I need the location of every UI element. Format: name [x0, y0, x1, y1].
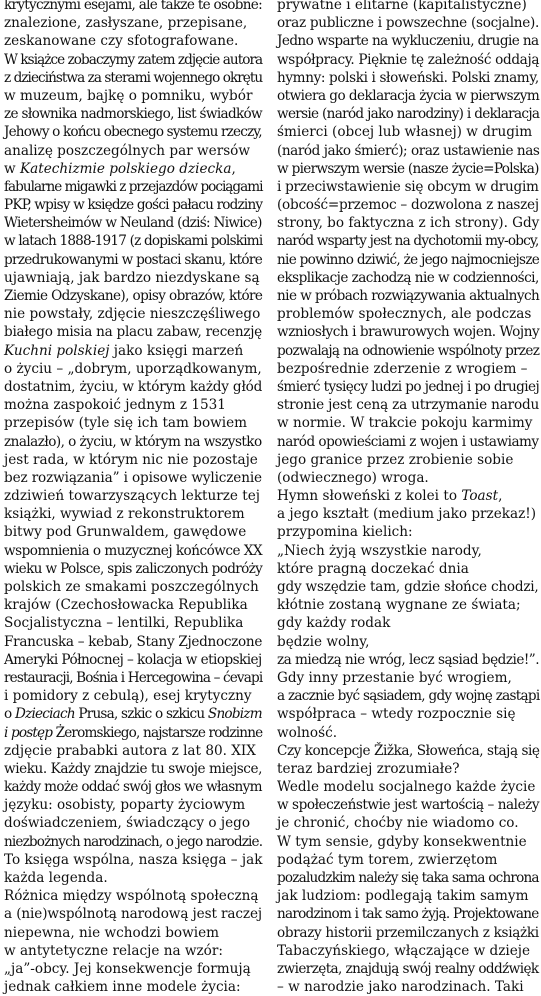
body-text: Czy koncepcje Žižka, Słoweńca, stają się [277, 742, 540, 759]
body-text: eksplikacje zachodzą nie w codzienności, [277, 269, 539, 286]
body-text: (odwiecznego) wroga. [277, 469, 429, 486]
body-text: jak ludziom: podlegają takim samym [277, 888, 529, 905]
right-column-line [277, 924, 539, 942]
body-text: jednak całkiem inne modele życia: [4, 979, 241, 996]
body-text: a (nie)wspólnotą narodową jest raczej [4, 906, 263, 923]
body-text: jako księgi marzeń [109, 342, 244, 359]
italic-title-text: Katechizmie polskiego dziecka [19, 160, 232, 177]
body-text: Francuska – kebab, Stany Zjednoczone [4, 633, 263, 650]
body-text: białego misia na placu zabaw, recenzję [4, 324, 262, 341]
left-column-line [4, 560, 262, 578]
body-text: bitwy pod Grunwaldem, gawędowe [4, 524, 247, 541]
left-column-line [4, 178, 262, 196]
right-column-line [277, 742, 539, 760]
left-column-line [4, 924, 262, 942]
body-text: – w narodzie jako narodzinach. Taki [277, 979, 524, 996]
right-column-line [277, 905, 539, 923]
body-text: je chronić, choćby nie wiadomo co. [277, 815, 519, 832]
body-text: Ziemie Odzyskane), opisy obrazów, które [4, 288, 263, 304]
body-text: fabularne migawki z przejazdów pociągami [4, 178, 263, 195]
body-text: zdziwień towarzyszących lekturze tej [4, 488, 261, 505]
text-column-right [277, 0, 539, 996]
body-text: jego granice przez zrobienie sobie [277, 451, 514, 468]
body-text: będzie wolny, [277, 633, 370, 650]
body-text: a zacznie być sąsiadem, gdy wojnę zastąpi [277, 688, 540, 705]
right-column-line [277, 123, 539, 141]
body-text: z dzieciństwa za sterami wojennego okrętu [4, 69, 263, 86]
left-column-line [4, 614, 262, 632]
left-column-line [4, 669, 262, 687]
left-column-line [4, 523, 262, 541]
body-text: Tabaczyńskiego, włączające w dzieje [277, 942, 531, 959]
left-column-line [4, 323, 262, 341]
body-text: doświadczeniem, świadczący o jego [4, 815, 251, 832]
right-column-line [277, 196, 539, 214]
body-text: bez rozwiązania” i opisowe wyliczenie [4, 469, 262, 486]
body-text: Różnica między wspólnotą społeczną [4, 888, 259, 905]
left-column-line [4, 232, 262, 250]
body-text: bezpośrednie zderzenie z wrogiem – [277, 360, 528, 377]
right-column-line [277, 669, 539, 687]
left-column-line [4, 833, 262, 851]
right-column-line [277, 705, 539, 723]
body-text: wieku w Polsce, spis zaliczonych podróży [4, 560, 263, 577]
left-column-line [4, 433, 262, 451]
right-column-line [277, 814, 539, 832]
left-column-line [4, 978, 262, 996]
body-text: przypomina kielich: [277, 524, 413, 541]
left-column-line [4, 196, 262, 214]
right-column-line [277, 960, 539, 978]
body-text: Żeromskiego, najstarsze rodzinne [52, 724, 263, 741]
right-column-line [277, 14, 539, 32]
right-column-line [277, 451, 539, 469]
left-column-line [4, 687, 262, 705]
left-column-line [4, 214, 262, 232]
left-column-line [4, 469, 262, 487]
left-column-line [4, 942, 262, 960]
left-column-line [4, 578, 262, 596]
body-text: strony, bo faktyczna z ich strony). Gdy [277, 215, 540, 232]
body-text: które pragną doczekać dnia [277, 560, 469, 577]
left-column-line [4, 69, 262, 87]
body-text: zwierzęta, znajdują swój realny oddźwięk [277, 960, 539, 977]
body-text: Wietersheimów w Neuland (dziś: Niwice) [4, 215, 262, 232]
body-text: kłótnie zostaną wygnane ze świata; [277, 597, 521, 614]
body-text: nie powinno dziwić, że jego najmocniejsze [277, 251, 540, 268]
left-column-line [4, 487, 262, 505]
body-text: obrazy historii przemilczanych z książki [277, 924, 539, 941]
right-column-line [277, 469, 539, 487]
body-text: i przeciwstawienie się obcym w drugim [277, 178, 539, 195]
left-column-line [4, 287, 262, 305]
left-column-line [4, 742, 262, 760]
left-column-line [4, 705, 262, 723]
body-text: pozaludzkim należy się taka sama ochrona [277, 870, 539, 886]
body-text: podążać tym torem, zwierzętom [277, 851, 498, 868]
body-text: i pomidory z cebulą), esej krytyczny [4, 688, 252, 705]
left-column-line [4, 451, 262, 469]
right-column-line [277, 760, 539, 778]
right-column-line [277, 978, 539, 996]
right-column-line [277, 724, 539, 742]
right-column-line [277, 105, 539, 123]
left-column-line [4, 760, 262, 778]
body-text: PKP, wpisy w księdze gości pałacu rodziny [4, 197, 263, 214]
right-column-line [277, 305, 539, 323]
left-column-line [4, 778, 262, 796]
body-text: Prusa, szkic o szkicu [74, 706, 208, 723]
body-text: wolność. [277, 724, 338, 741]
body-text: za miedzą nie wróg, lecz sąsiad będzie!”. [277, 651, 540, 668]
body-text: , [498, 488, 503, 505]
body-text: W książce zobaczymy zatem zdjęcie autora [4, 51, 263, 68]
right-column-line [277, 596, 539, 614]
right-column-line [277, 360, 539, 378]
right-column-line [277, 487, 539, 505]
body-text: w społeczeństwie jest wartością – należy [277, 797, 540, 814]
left-column-line [4, 123, 262, 141]
body-text: Gdy inny przestanie być wrogiem, [277, 669, 512, 686]
right-column-line [277, 796, 539, 814]
left-column-line [4, 305, 262, 323]
left-column-line [4, 360, 262, 378]
left-column-line [4, 505, 262, 523]
italic-title-text: Snobizm [207, 706, 262, 723]
body-text: problemów społecznych, ale podczas [277, 306, 532, 323]
body-text: Ameryki Północnej – kolacja w etiopskiej [4, 651, 262, 668]
right-column-line [277, 396, 539, 414]
body-text: można zaspokoić jednym z 1531 [4, 397, 226, 414]
body-text: krytycznymi esejami, ale także te osobne: [4, 0, 263, 13]
right-column-line [277, 833, 539, 851]
body-text: hymny: polski i słoweński. Polski znamy, [277, 69, 539, 86]
right-column-line [277, 433, 539, 451]
body-text: gdy wszędzie tam, gdzie słońce chodzi, [277, 579, 539, 595]
body-text: niepewna, nie wchodzi bowiem [4, 924, 220, 941]
body-text: śmierć tysięcy ludzi po jednej i po drugiej [277, 378, 540, 395]
left-column-line [4, 87, 262, 105]
left-column-line [4, 32, 262, 50]
body-text: ze słownika nadmorskiego, list świadków [4, 106, 263, 123]
body-text: każdy może oddać swój głos we własnym [4, 779, 262, 796]
body-text: wieku. Każdy znajdzie tu swoje miejsce, [4, 760, 262, 777]
right-column-line [277, 414, 539, 432]
body-text: prywatne i elitarne (kapitalistyczne) [277, 0, 527, 13]
left-column-line [4, 251, 262, 269]
body-text: książki, wywiad z rekonstruktorem [4, 506, 245, 523]
body-text: krajów (Czechosłowacka Republika [4, 597, 248, 614]
body-text: wersie (naród jako narodziny) i deklaracja [277, 106, 540, 123]
left-column-line [4, 814, 262, 832]
right-column-line [277, 160, 539, 178]
body-text: przepisów (tyle się ich tam bowiem [4, 415, 248, 432]
body-text: , [231, 160, 236, 177]
body-text: gdy każdy rodak [277, 615, 391, 632]
right-column-line [277, 0, 539, 14]
body-text: jest rada, w którym nic nie pozostaje [4, 451, 258, 468]
left-column-line [4, 851, 262, 869]
left-column-line [4, 633, 262, 651]
body-text: pozwalają na odnowienie wspólnoty przez [277, 342, 540, 359]
body-text: o [4, 706, 15, 723]
right-column-line [277, 687, 539, 705]
body-text: restauracji, Bośnia i Hercegowina – ćevapi [4, 669, 263, 686]
left-column-line [4, 0, 262, 14]
right-column-line [277, 505, 539, 523]
body-text: Socjalistyczna – lentilki, Republika [4, 615, 244, 632]
body-text: języku: osobisty, poparty życiowym [4, 797, 246, 814]
body-text: To księga wspólna, nasza księga – jak [4, 851, 263, 868]
right-column-line [277, 378, 539, 396]
left-column-line [4, 724, 262, 742]
left-column-line [4, 51, 262, 69]
body-text: otwiera go deklaracja życia w pierwszym [277, 87, 540, 104]
right-column-line [277, 342, 539, 360]
right-column-line [277, 523, 539, 541]
body-text: „Niech żyją wszystkie narody, [277, 542, 482, 559]
body-text: zdjęcie prababki autora z lat 80. XIX [4, 742, 256, 759]
body-text: polskich ze smakami poszczególnych [4, 579, 259, 595]
right-column-line [277, 269, 539, 287]
right-column-line [277, 323, 539, 341]
body-text: a jego kształt (medium jako przekaz!) [277, 506, 537, 523]
body-text: śmierci (obcej lub własnej) w drugim [277, 124, 533, 141]
right-column-line [277, 69, 539, 87]
right-column-line [277, 287, 539, 305]
right-column-line [277, 869, 539, 887]
body-text: każda legenda. [4, 870, 108, 886]
text-column-left [4, 0, 262, 996]
left-column-line [4, 542, 262, 560]
right-column-line [277, 887, 539, 905]
right-column-line [277, 542, 539, 560]
body-text: w latach 1888-1917 (z dopiskami polskimi [4, 233, 263, 250]
body-text: w antytetyczne relacje na wzór: [4, 942, 223, 959]
right-column-line [277, 51, 539, 69]
body-text: zeskanowane czy sfotografowane. [4, 33, 239, 50]
left-column-line [4, 905, 262, 923]
body-text: w pierwszym wersie (nasze życie=Polska) [277, 160, 539, 177]
body-text: „ja”-obcy. Jej konsekwencje formują [4, 960, 251, 977]
body-text: niezbożnych narodzinach, o jego narodzie. [4, 833, 263, 850]
body-text: nie w próbach rozwiązywania aktualnych [277, 288, 540, 304]
right-column-line [277, 232, 539, 250]
body-text: Hymn słoweński z kolei to [277, 488, 462, 505]
body-text: w muzeum, bajkę o pomniku, wybór [4, 87, 253, 104]
left-column-line [4, 414, 262, 432]
italic-title-text: Dzieciach [14, 706, 75, 723]
body-text: wspomnienia o muzycznej końcówce XX [4, 542, 263, 559]
left-column-line [4, 378, 262, 396]
body-text: w normie. W trakcie pokoju karmimy [277, 415, 533, 432]
body-text: (naród jako śmierć); oraz ustawienie nas [277, 142, 540, 159]
body-text: wzniosłych i brawurowych wojen. Wojny [277, 324, 540, 341]
left-column-line [4, 651, 262, 669]
right-column-line [277, 142, 539, 160]
body-text: oraz publiczne i powszechne (socjalne). [277, 15, 540, 32]
right-column-line [277, 778, 539, 796]
left-column-line [4, 960, 262, 978]
body-text: Jehowy o końcu obecnego systemu rzeczy, [4, 124, 262, 141]
right-column-line [277, 578, 539, 596]
left-column-line [4, 596, 262, 614]
right-column-line [277, 87, 539, 105]
body-text: Jedno wsparte na wykluczeniu, drugie na [277, 33, 539, 50]
right-column-line [277, 178, 539, 196]
body-text: współpracy. Pięknie tę zależność oddają [277, 51, 540, 68]
body-text: nie powstały, zdjęcie nieszczęśliwego [4, 306, 261, 323]
left-column-line [4, 160, 262, 178]
body-text: (obcość=przemoc – dozwolona z naszej [277, 197, 539, 214]
body-text: znalazło), o życiu, w którym na wszystko [4, 433, 262, 450]
right-column-line [277, 633, 539, 651]
left-column-line [4, 342, 262, 360]
body-text: analizę poszczególnych par wersów [4, 142, 250, 159]
right-column-line [277, 560, 539, 578]
right-column-line [277, 214, 539, 232]
body-text: w [4, 160, 20, 177]
body-text: Wedle modelu socjalnego każde życie [277, 779, 536, 796]
right-column-line [277, 251, 539, 269]
italic-title-text: i postęp [4, 724, 53, 741]
body-text: dostatnim, życiu, w którym każdy głód [4, 378, 263, 395]
body-text: stronie jest ceną za utrzymanie narodu [277, 397, 540, 414]
left-column-line [4, 869, 262, 887]
left-column-line [4, 14, 262, 32]
body-text: ujawniają, jak bardzo niezdyskane są [4, 269, 260, 286]
italic-title-text: Kuchni polskiej [4, 342, 110, 359]
left-column-line [4, 142, 262, 160]
body-text: teraz bardziej zrozumiałe? [277, 760, 460, 777]
right-column-line [277, 651, 539, 669]
body-text: W tym sensie, gdyby konsekwentnie [277, 833, 527, 850]
left-column-line [4, 269, 262, 287]
body-text: naród opowieściami z wojen i ustawiamy [277, 433, 539, 450]
body-text: znalezione, zasłyszane, przepisane, [4, 15, 248, 32]
body-text: narodzinom i tak samo żyją. Projektowane [277, 906, 539, 923]
body-text: współpraca – wtedy rozpocznie się [277, 706, 516, 723]
body-text: naród wsparty jest na dychotomii my-obcy, [277, 233, 539, 250]
left-column-line [4, 796, 262, 814]
right-column-line [277, 32, 539, 50]
left-column-line [4, 396, 262, 414]
right-column-line [277, 942, 539, 960]
right-column-line [277, 851, 539, 869]
body-text: przedrukowanymi w postaci skanu, które [4, 251, 263, 268]
left-column-line [4, 887, 262, 905]
body-text: o życiu – „dobrym, uporządkowanym, [4, 360, 262, 377]
italic-title-text: Toast [461, 488, 499, 505]
left-column-line [4, 105, 262, 123]
right-column-line [277, 614, 539, 632]
